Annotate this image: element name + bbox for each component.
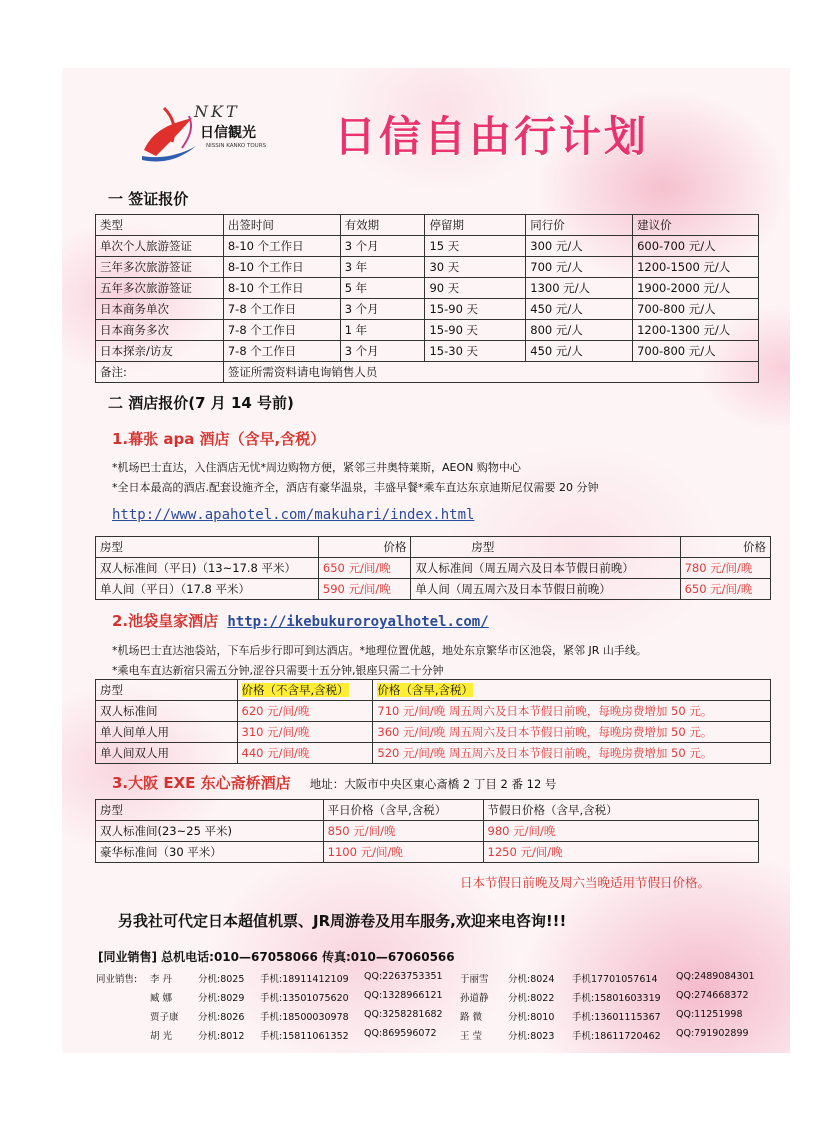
visa-heading: 一 签证报价 (108, 190, 189, 208)
visa-cell: 7-8 个工作日 (223, 341, 340, 362)
contact-cell: 手机:18911412109 (260, 974, 349, 985)
contact-cell: 臧 娜 (150, 993, 173, 1004)
contact-cell: 分机:8010 (508, 1012, 555, 1023)
hotel3-header (112, 772, 556, 793)
table-row (96, 320, 759, 341)
contact-line: [同业销售] 总机电话:010—67058066 传真:010—67060566 (98, 950, 455, 964)
contact-cell: 手机:18500030978 (260, 1012, 349, 1023)
hotel1-name: 1.幕张 apa 酒店（含早,含税） (112, 430, 326, 448)
contact-cell: 贾子康 (150, 1012, 179, 1023)
table-row (96, 299, 759, 320)
visa-cell: 1 年 (340, 320, 425, 341)
hotel2-col-label: 价格（含早,含税） (377, 683, 474, 697)
table-row (96, 341, 759, 362)
visa-cell: 700-800 元/人 (633, 341, 759, 362)
hotel1-desc1: *机场巴士直达，入住酒店无忧*周边购物方便，紧邻三井奥特莱斯，AEON 购物中心 (112, 461, 521, 474)
hotel1-cell: 双人标准间（平日)（13~17.8 平米） (96, 558, 319, 579)
visa-cell: 7-8 个工作日 (223, 299, 340, 320)
hotel3-cell: 双人标准间(23~25 平米) (96, 821, 324, 842)
hotel3-address: 地址：大阪市中央区東心斎橋 2 丁目 2 番 12 号 (309, 777, 557, 791)
hotel3-name: 3.大阪 EXE 东心斋桥酒店 (112, 774, 291, 792)
table-row (96, 821, 759, 842)
holiday-footnote: 日本节假日前晚及周六当晚适用节假日价格。 (460, 875, 711, 890)
contact-cell: QQ:791902899 (676, 1028, 749, 1039)
hotel1-cell: 590 元/间/晚 (318, 579, 411, 600)
visa-cell: 8-10 个工作日 (223, 278, 340, 299)
contact-cell: 王 莹 (460, 1031, 483, 1042)
hotel-heading: 二 酒店报价(7 月 14 号前) (108, 394, 294, 412)
contact-cell: 孙道静 (460, 993, 489, 1004)
visa-cell: 450 元/人 (526, 299, 633, 320)
contact-cell: 手机:15801603319 (572, 993, 661, 1004)
hotel1-table (95, 536, 771, 600)
contact-cell: 分机:8024 (508, 974, 555, 985)
visa-cell: 3 年 (340, 257, 425, 278)
hotel2-cell: 440 元/间/晚 (237, 743, 373, 764)
hotel2-desc1: *机场巴士直达池袋站，下车后步行即可到达酒店。*地理位置优越，地处东京繁华市区池袋，紧邻 JR 山手线。 (112, 644, 647, 657)
hotel2-name: 2.池袋皇家酒店 http://ikebukuroroyalhotel.com/ (112, 612, 489, 630)
hotel1-col-price-2: 价格 (680, 537, 770, 558)
visa-cell: 15-90 天 (425, 299, 526, 320)
table-row (96, 278, 759, 299)
table-row (96, 257, 759, 278)
hotel1-url-link[interactable]: http://www.apahotel.com/makuhari/index.html (112, 507, 475, 523)
visa-cell: 三年多次旅游签证 (96, 257, 224, 278)
hotel2-col-label: 价格（不含早,含税） (241, 683, 349, 697)
contact-cell: 分机:8023 (508, 1031, 555, 1042)
visa-cell: 日本商务多次 (96, 320, 224, 341)
hotel2-col-header (237, 680, 373, 701)
visa-header-row (96, 215, 759, 236)
contact-cell: QQ:274668372 (676, 990, 749, 1001)
visa-cell: 日本探亲/访友 (96, 341, 224, 362)
hotel3-header-row (96, 800, 759, 821)
logo-cn: 日信観光 (200, 125, 256, 141)
visa-cell: 1300 元/人 (526, 278, 633, 299)
hotel1-cell: 单人间（平日）（17.8 平米） (96, 579, 319, 600)
hotel2-header-row (96, 680, 771, 701)
contact-cell: 分机:8012 (198, 1031, 245, 1042)
hotel3-cell: 850 元/间/晚 (323, 821, 483, 842)
hotel3-col-header: 节假日价格（含早,含税） (483, 800, 758, 821)
visa-cell: 日本商务单次 (96, 299, 224, 320)
remark-label: 备注: (96, 362, 224, 383)
visa-cell: 15-90 天 (425, 320, 526, 341)
visa-cell: 700 元/人 (526, 257, 633, 278)
hotel2-cell: 310 元/间/晚 (237, 722, 373, 743)
table-row (96, 842, 759, 863)
logo-nkt: NKT (194, 102, 240, 121)
hotel2-cell: 360 元/间/晚 周五周六及日本节假日前晚，每晚房费增加 50 元。 (373, 722, 771, 743)
visa-col-header: 有效期 (340, 215, 425, 236)
hotel2-cell: 620 元/间/晚 (237, 701, 373, 722)
company-logo (134, 98, 284, 168)
hotel1-cell: 780 元/间/晚 (680, 558, 770, 579)
contact-cell: 路 微 (460, 1012, 483, 1023)
promo-text: 另我社可代定日本超值机票、JR周游卷及用车服务,欢迎来电咨询!!! (118, 912, 567, 930)
visa-cell: 3 个月 (340, 341, 425, 362)
page-title: 日信自由行计划 (334, 112, 650, 161)
table-row (96, 701, 771, 722)
visa-cell: 300 元/人 (526, 236, 633, 257)
visa-cell: 90 天 (425, 278, 526, 299)
hotel1-col-room-2: 房型 (411, 537, 680, 558)
contact-cell: 分机:8025 (198, 974, 245, 985)
hotel3-cell: 1250 元/间/晚 (483, 842, 758, 863)
contact-cell: 分机:8026 (198, 1012, 245, 1023)
visa-col-header: 停留期 (425, 215, 526, 236)
visa-cell: 单次个人旅游签证 (96, 236, 224, 257)
contact-cell: QQ:869596072 (364, 1028, 437, 1039)
contact-cell: 手机:13501075620 (260, 993, 349, 1004)
contact-cell: 分机:8022 (508, 993, 555, 1004)
hotel3-table (95, 799, 759, 863)
table-row (96, 236, 759, 257)
flyer (62, 68, 790, 1053)
hotel3-cell: 980 元/间/晚 (483, 821, 758, 842)
contact-cell: 手机:13601115367 (572, 1012, 661, 1023)
contact-cell: 分机:8029 (198, 993, 245, 1004)
hotel2-col-header (373, 680, 771, 701)
hotel1-col-price: 价格 (318, 537, 411, 558)
visa-cell: 1200-1500 元/人 (633, 257, 759, 278)
visa-cell: 1900-2000 元/人 (633, 278, 759, 299)
hotel2-cell: 单人间双人用 (96, 743, 238, 764)
hotel2-col-header (96, 680, 238, 701)
visa-cell: 15-30 天 (425, 341, 526, 362)
contact-label: 同业销售: (96, 974, 138, 985)
hotel2-table (95, 679, 771, 764)
visa-cell: 15 天 (425, 236, 526, 257)
contact-cell: QQ:2263753351 (364, 971, 443, 982)
visa-col-header: 同行价 (526, 215, 633, 236)
table-row (96, 722, 771, 743)
visa-cell: 5 年 (340, 278, 425, 299)
table-row (96, 579, 771, 600)
contact-cell: QQ:1328966121 (364, 990, 443, 1001)
hotel1-desc2: *全日本最高的酒店.配套设施齐全，酒店有豪华温泉，丰盛早餐*乘车直达东京迪斯尼仅需要 20 分钟 (112, 481, 599, 494)
hotel1-cell: 650 元/间/晚 (680, 579, 770, 600)
contact-cell: 手机17701057614 (572, 974, 658, 985)
contact-cell: 胡 光 (150, 1031, 173, 1042)
hotel1-cell: 双人标准间（周五周六及日本节假日前晚） (411, 558, 680, 579)
hotel2-cell: 双人标准间 (96, 701, 238, 722)
table-row (96, 558, 771, 579)
table-row (96, 743, 771, 764)
visa-cell: 3 个月 (340, 236, 425, 257)
visa-cell: 600-700 元/人 (633, 236, 759, 257)
visa-cell: 800 元/人 (526, 320, 633, 341)
contact-cell: 手机:15811061352 (260, 1031, 349, 1042)
visa-col-header: 类型 (96, 215, 224, 236)
visa-cell: 8-10 个工作日 (223, 257, 340, 278)
visa-col-header: 出签时间 (223, 215, 340, 236)
hotel3-col-header: 房型 (96, 800, 324, 821)
visa-cell: 五年多次旅游签证 (96, 278, 224, 299)
contact-cell: QQ:11251998 (676, 1009, 743, 1020)
hotel2-url-link[interactable]: http://ikebukuroroyalhotel.com/ (227, 614, 489, 630)
hotel3-cell: 1100 元/间/晚 (323, 842, 483, 863)
hotel1-cell: 单人间（周五周六及日本节假日前晚） (411, 579, 680, 600)
visa-col-header: 建议价 (633, 215, 759, 236)
visa-cell: 3 个月 (340, 299, 425, 320)
hotel1-col-room: 房型 (96, 537, 319, 558)
visa-cell: 700-800 元/人 (633, 299, 759, 320)
visa-cell: 1200-1300 元/人 (633, 320, 759, 341)
hotel2-cell: 710 元/间/晚 周五周六及日本节假日前晚，每晚房费增加 50 元。 (373, 701, 771, 722)
visa-remark-row (96, 362, 759, 383)
hotel2-cell: 单人间单人用 (96, 722, 238, 743)
logo-en: NISSIN KANKO TOURS (206, 143, 267, 149)
contact-cell: QQ:3258281682 (364, 1009, 443, 1020)
contact-cell: 手机:18611720462 (572, 1031, 661, 1042)
visa-cell: 8-10 个工作日 (223, 236, 340, 257)
visa-table (95, 214, 759, 383)
visa-cell: 7-8 个工作日 (223, 320, 340, 341)
hotel2-cell: 520 元/间/晚 周五周六及日本节假日前晚，每晚房费增加 50 元。 (373, 743, 771, 764)
hotel2-col-label: 房型 (100, 683, 123, 697)
visa-cell: 450 元/人 (526, 341, 633, 362)
hotel1-cell: 650 元/间/晚 (318, 558, 411, 579)
hotel1-header-row (96, 537, 771, 558)
hotel3-cell: 豪华标准间（30 平米） (96, 842, 324, 863)
hotel3-col-header: 平日价格（含早,含税） (323, 800, 483, 821)
contact-cell: 李 丹 (150, 974, 173, 985)
visa-cell: 30 天 (425, 257, 526, 278)
contact-cell: QQ:2489084301 (676, 971, 755, 982)
remark-text: 签证所需资料请电询销售人员 (223, 362, 758, 383)
contact-cell: 于丽雪 (460, 974, 489, 985)
hotel2-desc2: *乘电车直达新宿只需五分钟,涩谷只需要十五分钟,银座只需二十分钟 (112, 664, 444, 677)
